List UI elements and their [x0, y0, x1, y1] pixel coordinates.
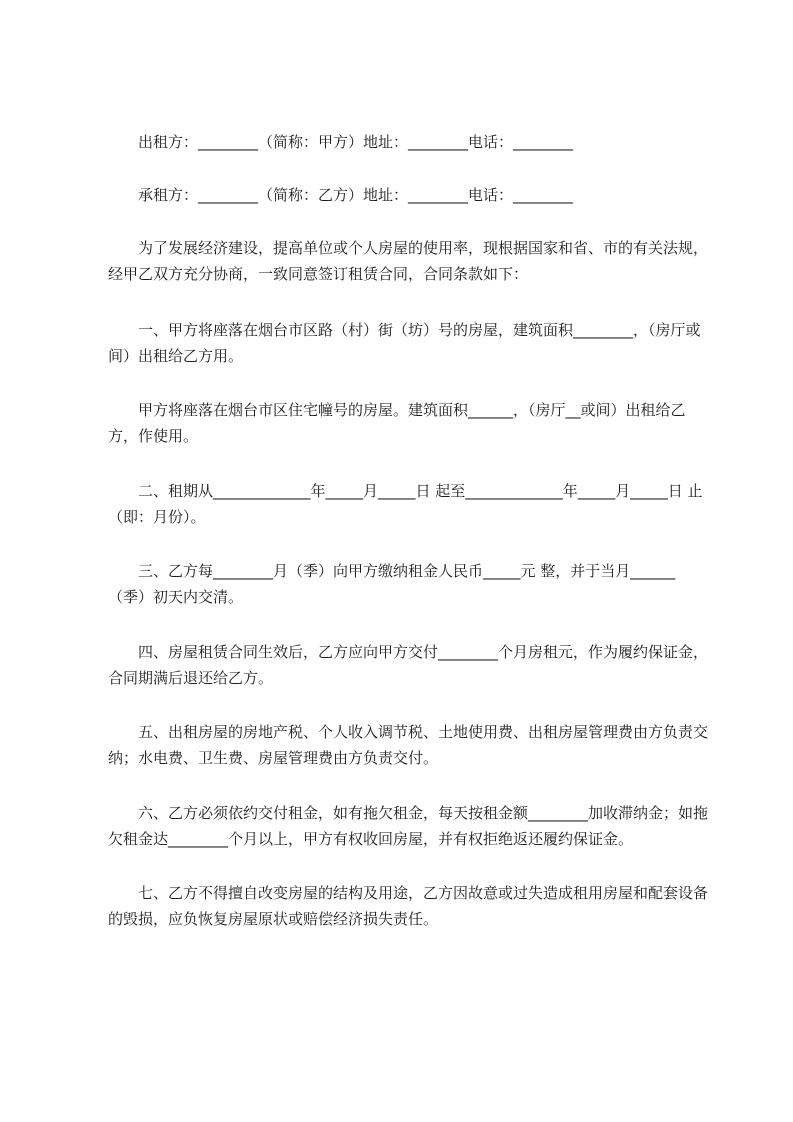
clause-3-paragraph: 三、乙方每________月（季）向甲方缴纳租金人民币_____元 整，并于当月______（季）初天内交清。 [108, 562, 676, 606]
lessor-info-line: 出租方：________（简称：甲方）地址：________电话：________ [138, 133, 574, 151]
clause-7-paragraph: 七、乙方不得擅自改变房屋的结构及用途，乙方因故意或过失造成租用房屋和配套设备的毁损，应负恢复房屋原状或赔偿经济损失责任。 [108, 884, 709, 928]
clause-6-paragraph: 六、乙方必须依约交付租金，如有拖欠租金，每天按租金额________加收滞纳金；如拖欠租金达________个月以上，甲方有权收回房屋，并有权拒绝返还履约保证金。 [108, 804, 709, 848]
clause-5-paragraph: 五、出租房屋的房地产税、个人收入调节税、土地使用费、出租房屋管理费由方负责交纳；水电费、卫生费、房屋管理费由方负责交付。 [108, 723, 709, 767]
clause-1-alt-paragraph: 甲方将座落在烟台市区住宅幢号的房屋。建筑面积______，（房厅__或间）出租给乙方，作使用。 [108, 401, 686, 445]
clause-2-paragraph: 二、租期从_____________年_____月_____日 起至_____________年_____月_____日 止（即：月份）。 [108, 482, 703, 526]
lessee-info-line: 承租方：________（简称：乙方）地址：________电话：________ [138, 186, 574, 204]
clause-1-paragraph: 一、甲方将座落在烟台市区路（村）街（坊）号的房屋，建筑面积________，（房厅或间）出租给乙方用。 [108, 321, 701, 365]
clause-4-paragraph: 四、房屋租赁合同生效后，乙方应向甲方交付________个月房租元，作为履约保证金，合同期满后退还给乙方。 [108, 643, 709, 687]
preamble-paragraph: 为了发展经济建设，提高单位或个人房屋的使用率，现根据国家和省、市的有关法规，经甲乙双方充分协商，一致同意签订租赁合同，合同条款如下： [108, 239, 709, 283]
